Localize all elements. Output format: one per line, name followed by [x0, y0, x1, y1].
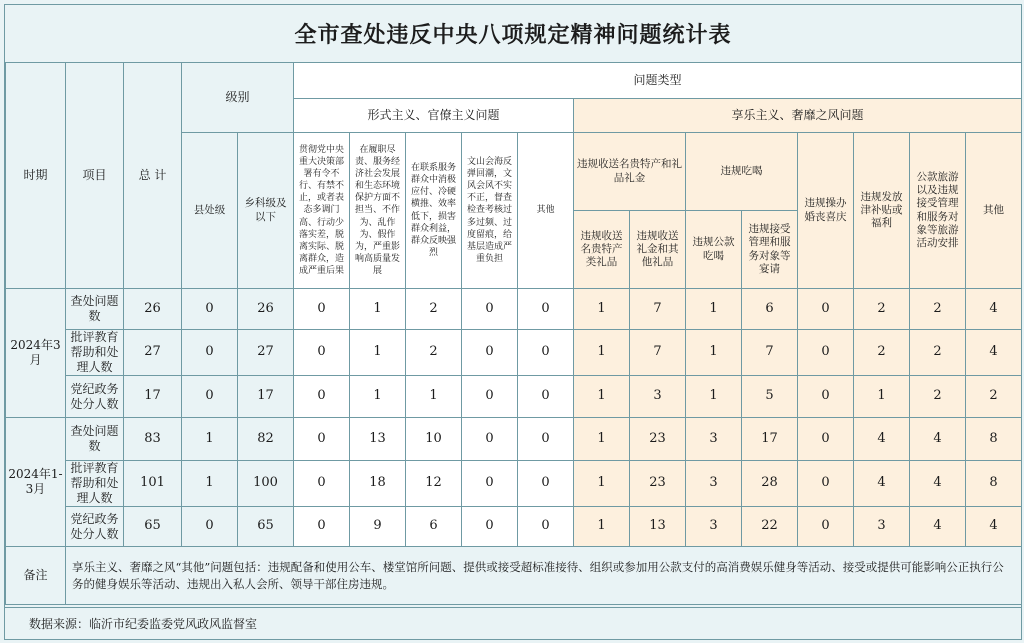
cell: 1 — [350, 376, 406, 418]
cell: 3 — [854, 507, 910, 547]
header-gift-group: 违规收送名贵特产和礼品礼金 — [574, 133, 686, 211]
cell: 5 — [742, 376, 798, 418]
cell: 0 — [798, 330, 854, 376]
cell: 0 — [462, 330, 518, 376]
cell: 4 — [910, 461, 966, 507]
cell-township: 17 — [238, 376, 294, 418]
cell: 22 — [742, 507, 798, 547]
cell: 6 — [742, 289, 798, 330]
cell: 3 — [630, 376, 686, 418]
table-row — [6, 507, 1022, 547]
cell: 4 — [966, 330, 1022, 376]
header-problem-type: 问题类型 — [294, 63, 1022, 99]
statistics-sheet — [4, 4, 1022, 640]
cell: 1 — [686, 289, 742, 330]
cell: 3 — [686, 418, 742, 461]
header-allowance: 违规发放津补贴或福利 — [854, 133, 910, 289]
cell: 1 — [686, 376, 742, 418]
cell: 9 — [350, 507, 406, 547]
header-formalism-other: 其他 — [518, 133, 574, 289]
header-level: 级别 — [182, 63, 294, 133]
cell: 2 — [910, 330, 966, 376]
cell: 0 — [462, 376, 518, 418]
row-label: 批评教育帮助和处理人数 — [66, 330, 124, 376]
cell: 4 — [910, 507, 966, 547]
cell: 4 — [854, 418, 910, 461]
cell: 1 — [574, 330, 630, 376]
cell: 0 — [518, 289, 574, 330]
cell-county: 1 — [182, 418, 238, 461]
header-gift-money: 违规收送礼金和其他礼品 — [630, 211, 686, 289]
cell-total: 101 — [124, 461, 182, 507]
statistics-table — [5, 62, 1022, 605]
cell: 0 — [518, 376, 574, 418]
table-row — [6, 461, 1022, 507]
cell-total: 83 — [124, 418, 182, 461]
cell: 3 — [686, 507, 742, 547]
cell: 0 — [294, 418, 350, 461]
header-formalism-duty: 在履职尽责、服务经济社会发展和生态环境保护方面不担当、不作为、乱作为、假作为，严重影响高质量发展 — [350, 133, 406, 289]
cell-township: 26 — [238, 289, 294, 330]
cell: 0 — [294, 461, 350, 507]
page-title: 全市查处违反中央八项规定精神问题统计表 — [5, 5, 1021, 63]
header-gift-specialty: 违规收送名贵特产类礼品 — [574, 211, 630, 289]
note-label: 备注 — [6, 547, 66, 605]
cell: 1 — [350, 289, 406, 330]
cell: 0 — [462, 289, 518, 330]
period-label: 2024年3月 — [6, 289, 66, 418]
table-row — [6, 289, 1022, 330]
cell: 0 — [462, 461, 518, 507]
cell-township: 27 — [238, 330, 294, 376]
cell-county: 0 — [182, 289, 238, 330]
cell: 0 — [294, 330, 350, 376]
cell: 7 — [742, 330, 798, 376]
cell: 0 — [294, 289, 350, 330]
table-row — [6, 376, 1022, 418]
cell: 17 — [742, 418, 798, 461]
cell: 2 — [910, 289, 966, 330]
header-hedonism-other: 其他 — [966, 133, 1022, 289]
cell-total: 26 — [124, 289, 182, 330]
cell: 28 — [742, 461, 798, 507]
header-formalism: 形式主义、官僚主义问题 — [294, 99, 574, 133]
cell: 8 — [966, 418, 1022, 461]
cell: 0 — [518, 507, 574, 547]
header-formalism-masses: 在联系服务群众中消极应付、冷硬横推、效率低下，损害群众利益，群众反映强烈 — [406, 133, 462, 289]
data-source: 数据来源：临沂市纪委监委党风政风监督室 — [5, 607, 1021, 639]
row-label: 党纪政务处分人数 — [66, 376, 124, 418]
cell-county: 0 — [182, 330, 238, 376]
cell: 2 — [406, 289, 462, 330]
cell: 18 — [350, 461, 406, 507]
cell: 0 — [518, 330, 574, 376]
cell: 1 — [574, 418, 630, 461]
cell: 1 — [574, 376, 630, 418]
cell-county: 1 — [182, 461, 238, 507]
table-row — [6, 418, 1022, 461]
table-row — [6, 330, 1022, 376]
cell: 4 — [854, 461, 910, 507]
row-label: 查处问题数 — [66, 418, 124, 461]
cell: 1 — [406, 376, 462, 418]
cell: 0 — [462, 507, 518, 547]
cell: 4 — [966, 507, 1022, 547]
cell: 23 — [630, 418, 686, 461]
cell: 0 — [518, 418, 574, 461]
cell: 7 — [630, 330, 686, 376]
cell: 2 — [406, 330, 462, 376]
cell: 0 — [462, 418, 518, 461]
header-total: 总 计 — [124, 63, 182, 289]
cell: 13 — [350, 418, 406, 461]
cell: 2 — [910, 376, 966, 418]
cell: 2 — [854, 330, 910, 376]
cell: 0 — [798, 376, 854, 418]
cell: 4 — [966, 289, 1022, 330]
cell-township: 82 — [238, 418, 294, 461]
cell: 2 — [854, 289, 910, 330]
cell: 0 — [798, 418, 854, 461]
header-eating-group: 违规吃喝 — [686, 133, 798, 211]
header-county-level: 县处级 — [182, 133, 238, 289]
row-label: 批评教育帮助和处理人数 — [66, 461, 124, 507]
cell-township: 100 — [238, 461, 294, 507]
cell: 1 — [350, 330, 406, 376]
cell: 0 — [798, 461, 854, 507]
cell: 0 — [294, 376, 350, 418]
cell: 23 — [630, 461, 686, 507]
cell: 0 — [798, 507, 854, 547]
header-item: 项目 — [66, 63, 124, 289]
cell: 2 — [966, 376, 1022, 418]
header-township-level: 乡科级及以下 — [238, 133, 294, 289]
cell: 1 — [686, 330, 742, 376]
note-text: 享乐主义、奢靡之风“其他”问题包括：违规配备和使用公车、楼堂馆所问题、提供或接受超标准接待、组织或参加用公款支付的高消费娱乐健身等活动、接受或提供可能影响公正执行公务的健身娱乐等活动、违规出入私人会所、领导干部住房违规。 — [66, 547, 1022, 605]
header-formalism-meetings: 文山会海反弹回潮，文风会风不实不正，督查检查考核过多过频、过度留痕，给基层造成严重负担 — [462, 133, 518, 289]
header-formalism-decision: 贯彻党中央重大决策部署有令不行、有禁不止，或者表态多调门高、行动少落实差，脱离实际、脱离群众，造成严重后果 — [294, 133, 350, 289]
cell-total: 65 — [124, 507, 182, 547]
row-label: 查处问题数 — [66, 289, 124, 330]
cell-county: 0 — [182, 507, 238, 547]
cell: 13 — [630, 507, 686, 547]
cell-total: 27 — [124, 330, 182, 376]
header-period: 时期 — [6, 63, 66, 289]
cell: 8 — [966, 461, 1022, 507]
cell: 0 — [518, 461, 574, 507]
cell: 0 — [294, 507, 350, 547]
cell: 12 — [406, 461, 462, 507]
cell: 6 — [406, 507, 462, 547]
cell: 1 — [854, 376, 910, 418]
header-banquet: 违规接受管理和服务对象等宴请 — [742, 211, 798, 289]
header-wedding: 违规操办婚丧喜庆 — [798, 133, 854, 289]
header-hedonism: 享乐主义、奢靡之风问题 — [574, 99, 1022, 133]
cell: 0 — [798, 289, 854, 330]
cell: 1 — [574, 507, 630, 547]
cell: 10 — [406, 418, 462, 461]
cell-total: 17 — [124, 376, 182, 418]
cell: 3 — [686, 461, 742, 507]
header-travel: 公款旅游以及违规接受管理和服务对象等旅游活动安排 — [910, 133, 966, 289]
row-label: 党纪政务处分人数 — [66, 507, 124, 547]
cell: 1 — [574, 461, 630, 507]
cell: 7 — [630, 289, 686, 330]
header-public-funds-dining: 违规公款吃喝 — [686, 211, 742, 289]
cell-township: 65 — [238, 507, 294, 547]
cell-county: 0 — [182, 376, 238, 418]
cell: 4 — [910, 418, 966, 461]
period-label: 2024年1-3月 — [6, 418, 66, 547]
cell: 1 — [574, 289, 630, 330]
